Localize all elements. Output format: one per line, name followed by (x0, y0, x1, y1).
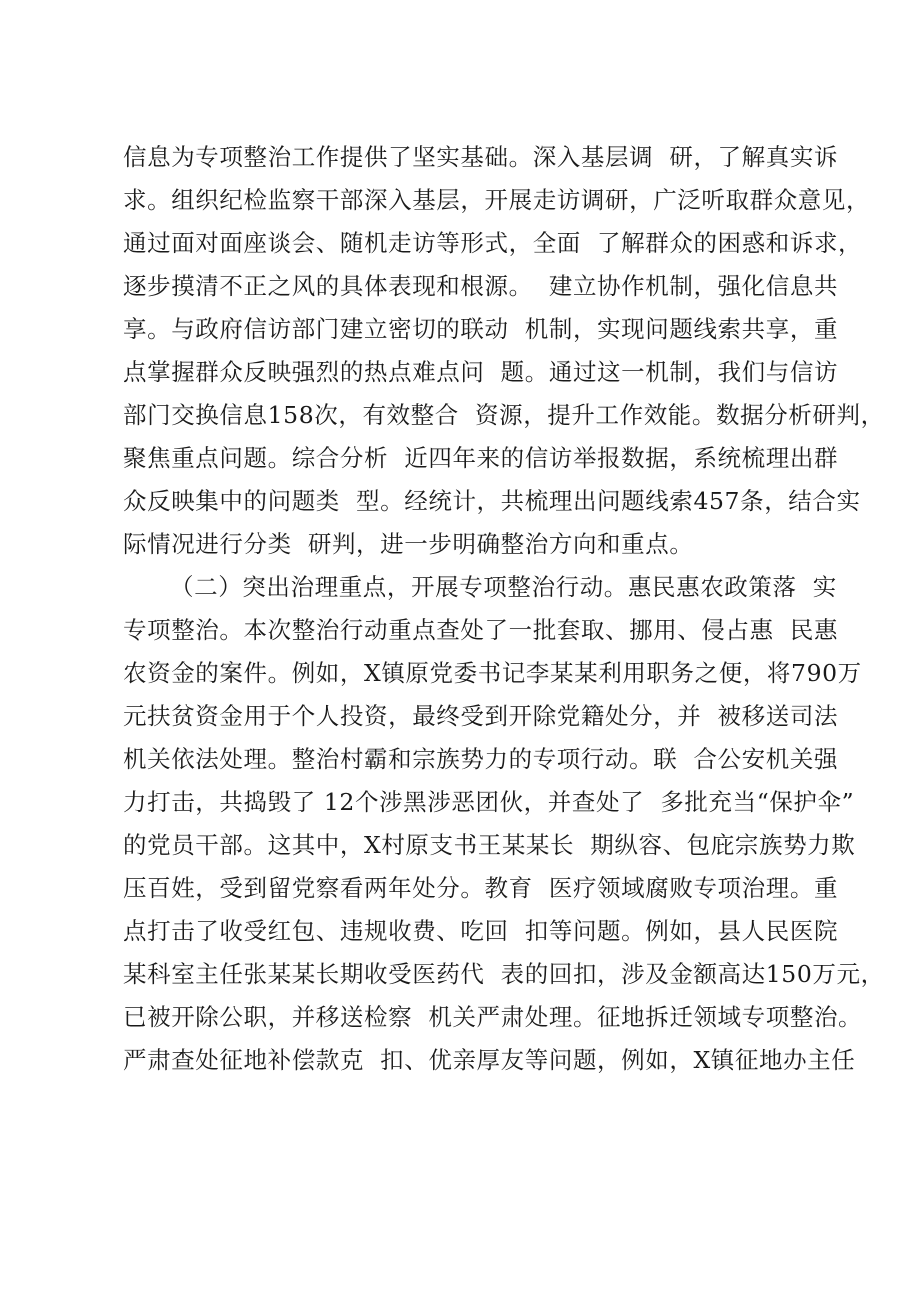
text-line: 聚焦重点问题。综合分析 近四年来的信访举报数据，系统梳理出群 (123, 444, 839, 472)
text-line: 专项整治。本次整治行动重点查处了一批套取、挪用、侵占惠 民惠 (123, 616, 839, 644)
text-line: 力打击，共捣毁了 12个涉黑涉恶团伙，并查处了 多批充当“保护伞” (123, 788, 855, 816)
text-line: 的党员干部。这其中，X村原支书王某某长 期纵容、包庇宗族势力欺 (123, 831, 856, 859)
text-line: 部门交换信息158次，有效整合 资源，提升工作效能。数据分析研判， (123, 401, 885, 429)
text-line: 严肃查处征地补偿款克 扣、优亲厚友等问题，例如，X镇征地办主任 (123, 1046, 856, 1074)
text-line: 机关依法处理。整治村霸和宗族势力的专项行动。联 合公安机关强 (123, 745, 839, 773)
text-line: 际情况进行分类 研判，进一步明确整治方向和重点。 (123, 530, 694, 558)
text-line: 点打击了收受红包、违规收费、吃回 扣等问题。例如，县人民医院 (123, 917, 839, 945)
text-line: 已被开除公职，并移送检察 机关严肃处理。征地拆迁领域专项整治。 (123, 1003, 863, 1031)
section-heading-line: （二）突出治理重点，开展专项整治行动。惠民惠农政策落 实 (170, 573, 837, 601)
text-line: 农资金的案件。例如，X镇原党委书记李某某利用职务之便，将790万 (123, 659, 862, 687)
text-line: 众反映集中的问题类 型。经统计，共梳理出问题线索457条，结合实 (123, 487, 861, 515)
text-line: 点掌握群众反映强烈的热点难点问 题。通过这一机制，我们与信访 (123, 358, 839, 386)
text-line: 逐步摸清不正之风的具体表现和根源。 建立协作机制，强化信息共 (123, 272, 839, 300)
text-line: 信息为专项整治工作提供了坚实基础。深入基层调 研，了解真实诉 (123, 143, 839, 171)
text-line: 压百姓，受到留党察看两年处分。教育 医疗领域腐败专项治理。重 (123, 874, 839, 902)
text-line: 享。与政府信访部门建立密切的联动 机制，实现问题线索共享，重 (123, 315, 839, 343)
text-line: 元扶贫资金用于个人投资，最终受到开除党籍处分，并 被移送司法 (123, 702, 839, 730)
text-line: 通过面对面座谈会、随机走访等形式，全面 了解群众的困惑和诉求， (123, 229, 863, 257)
text-line: 某科室主任张某某长期收受医药代 表的回扣，涉及金额高达150万元， (123, 960, 885, 988)
text-line: 求。组织纪检监察干部深入基层，开展走访调研，广泛听取群众意见， (123, 186, 871, 214)
